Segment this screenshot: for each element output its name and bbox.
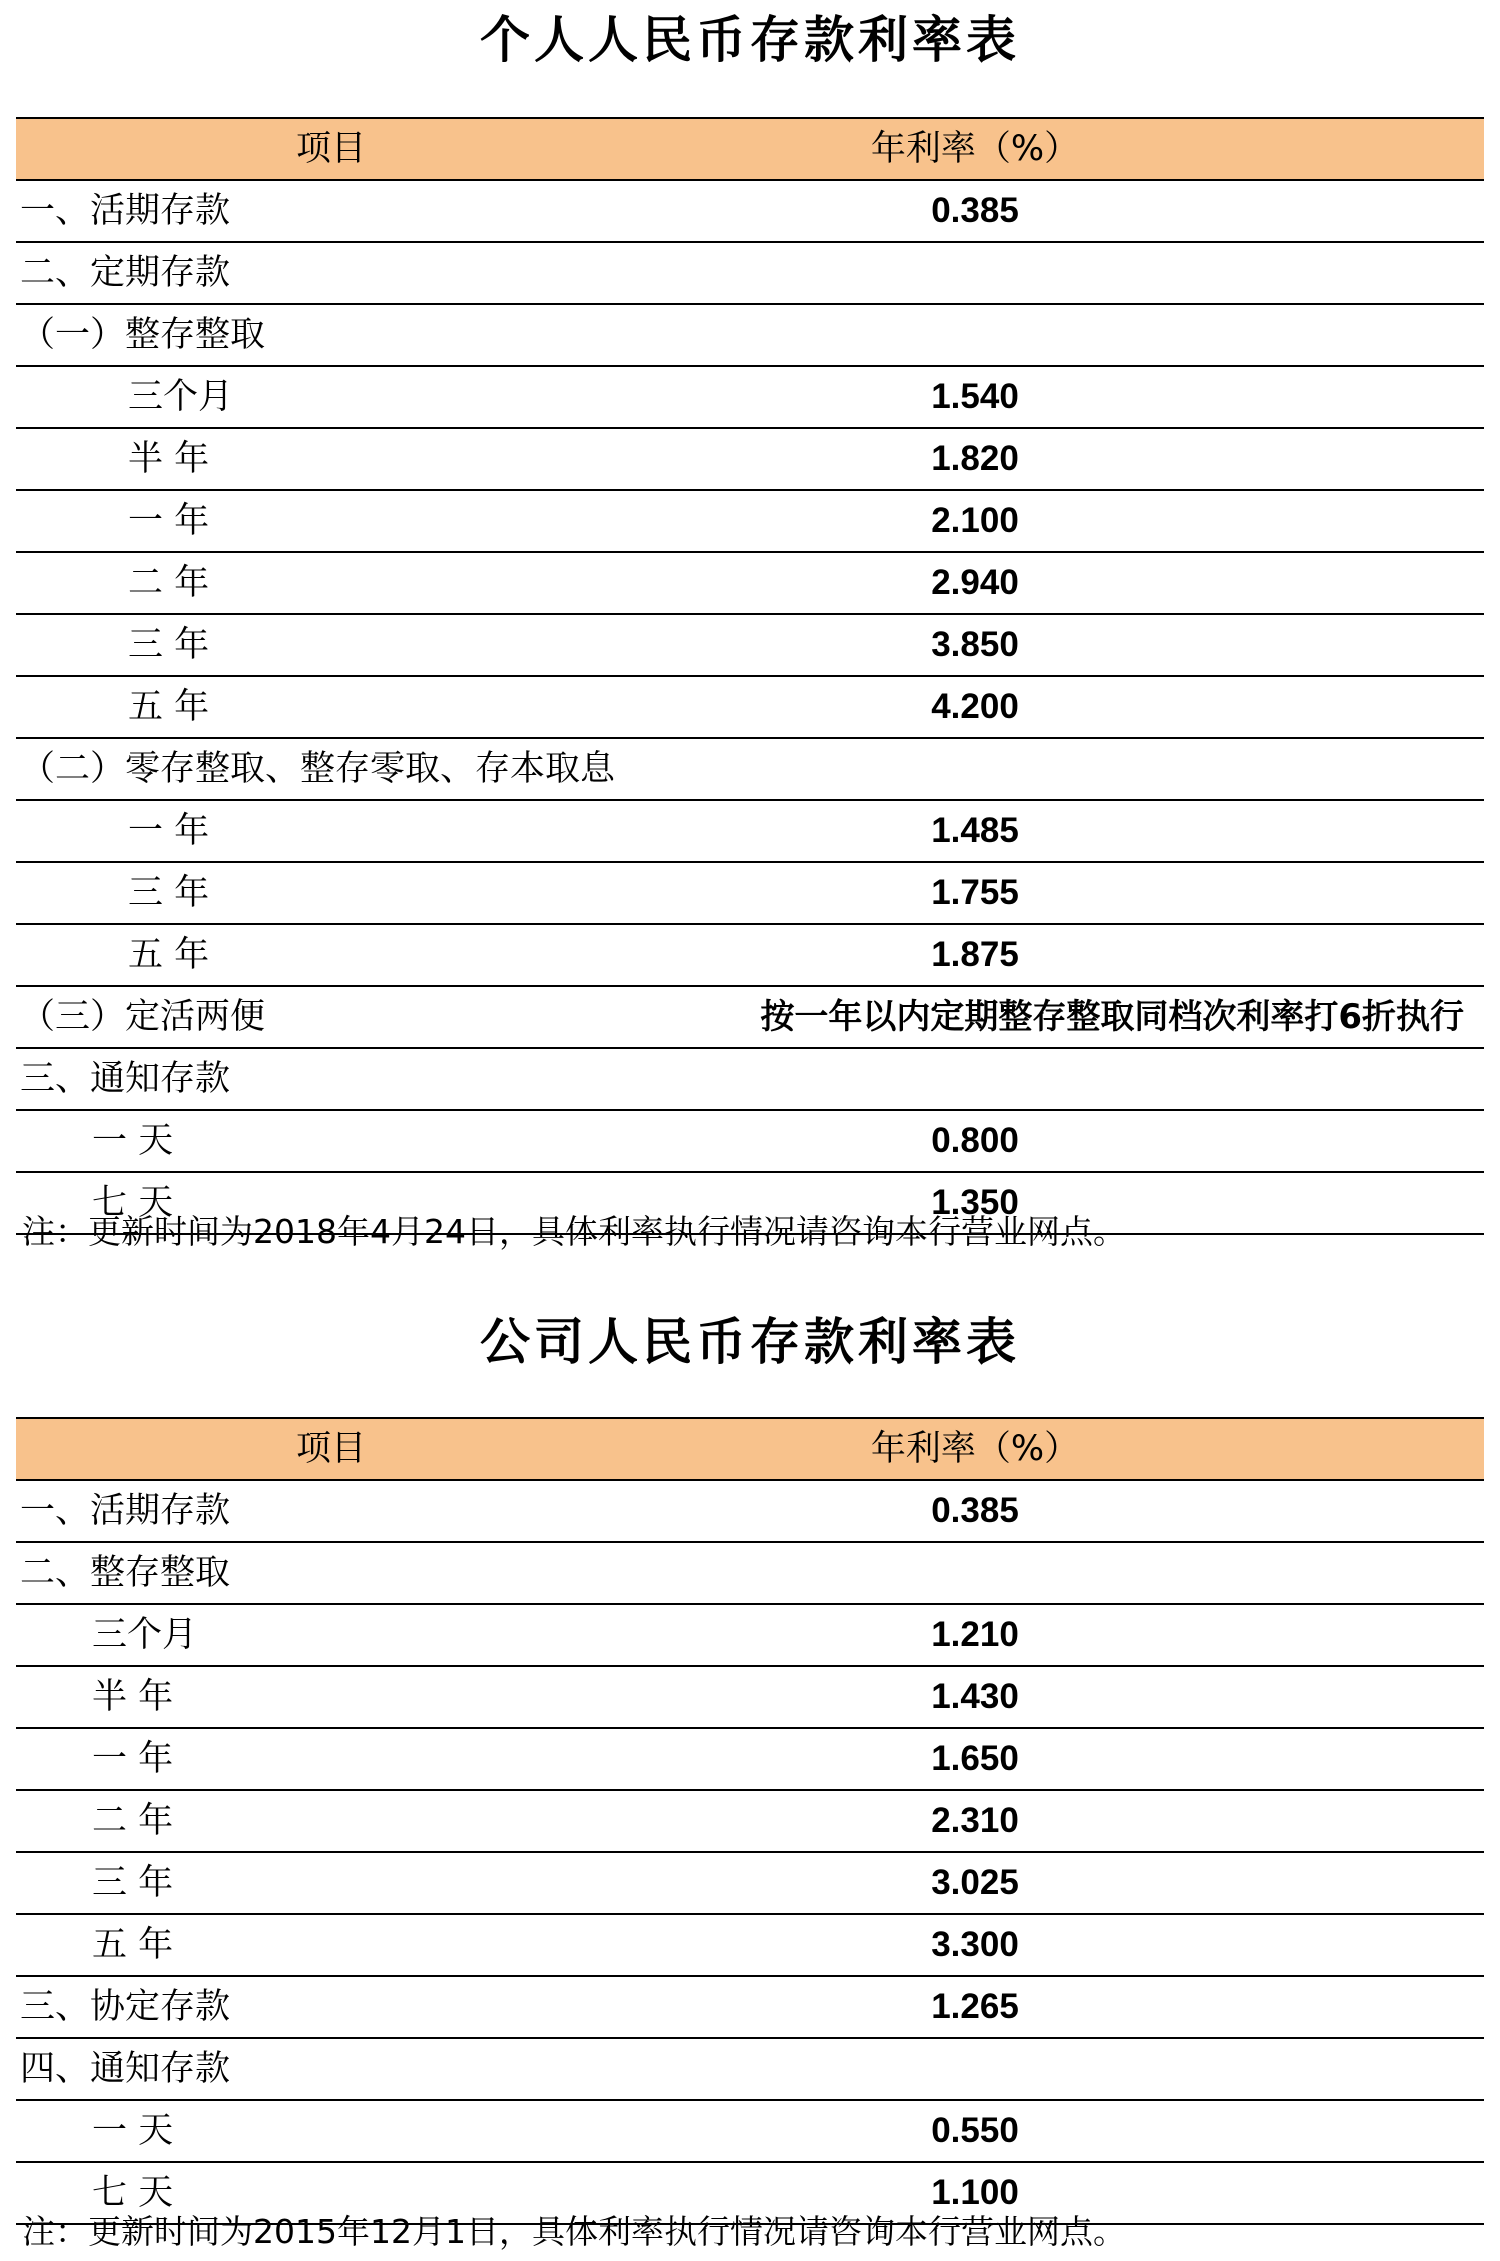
table-row	[16, 180, 1484, 242]
row-item-label: 二、定期存款	[16, 242, 646, 304]
row-rate-value: 1.210	[646, 1604, 1484, 1666]
corporate-table-title: 公司人民币存款利率表	[480, 1313, 1020, 1371]
row-rate-value: 4.200	[646, 676, 1484, 738]
row-item-label: 三个月	[16, 1604, 646, 1666]
row-rate-value: 3.850	[646, 614, 1484, 676]
row-item-label: 七 天	[16, 2162, 646, 2224]
row-rate-value: 1.100	[646, 2162, 1484, 2224]
personal-update-note: 注：更新时间为2018年4月24日，具体利率执行情况请咨询本行营业网点。	[22, 1212, 1126, 1251]
row-item-label: 一 年	[16, 490, 646, 552]
table-row	[16, 490, 1484, 552]
row-item-label: 二 年	[16, 1790, 646, 1852]
row-item-label: 半 年	[16, 428, 646, 490]
row-item-label: 五 年	[16, 676, 646, 738]
table-row	[16, 738, 1484, 800]
row-item-label: （二）零存整取、整存零取、存本取息	[16, 738, 646, 800]
corporate-rate-table	[16, 1417, 1484, 2225]
row-rate-value: 0.385	[646, 180, 1484, 242]
row-item-label: 半 年	[16, 1666, 646, 1728]
row-item-label: 七 天	[16, 1172, 646, 1234]
table-row	[16, 986, 1484, 1048]
row-rate-value: 0.800	[646, 1110, 1484, 1172]
personal-rate-table	[16, 117, 1484, 1235]
table-row	[16, 2038, 1484, 2100]
row-rate-value	[646, 242, 1484, 304]
row-rate-value: 2.100	[646, 490, 1484, 552]
row-rate-value: 1.650	[646, 1728, 1484, 1790]
table-row	[16, 1728, 1484, 1790]
table-row	[16, 1604, 1484, 1666]
row-item-label: 一、活期存款	[16, 180, 646, 242]
table-header-row	[16, 1418, 1484, 1480]
row-rate-value: 1.755	[646, 862, 1484, 924]
table-row	[16, 1790, 1484, 1852]
table-row	[16, 1852, 1484, 1914]
row-item-label: 一 天	[16, 1110, 646, 1172]
header-rate: 年利率（%）	[646, 118, 1484, 180]
row-item-label: 一 天	[16, 2100, 646, 2162]
table-row	[16, 1480, 1484, 1542]
table-row	[16, 862, 1484, 924]
row-item-label: （一）整存整取	[16, 304, 646, 366]
row-item-label: 二、整存整取	[16, 1542, 646, 1604]
table-row	[16, 428, 1484, 490]
row-item-label: 四、通知存款	[16, 2038, 646, 2100]
row-rate-value: 1.485	[646, 800, 1484, 862]
table-row	[16, 1542, 1484, 1604]
row-rate-value: 1.820	[646, 428, 1484, 490]
row-rate-value: 1.350	[646, 1172, 1484, 1234]
header-rate: 年利率（%）	[646, 1418, 1484, 1480]
table-row	[16, 614, 1484, 676]
row-item-label: 五 年	[16, 924, 646, 986]
row-item-label: 三、协定存款	[16, 1976, 646, 2038]
table-row	[16, 1048, 1484, 1110]
row-item-label: 三、通知存款	[16, 1048, 646, 1110]
header-item: 项目	[16, 1418, 646, 1480]
row-item-label: 二 年	[16, 552, 646, 614]
row-item-label: 三 年	[16, 614, 646, 676]
row-item-label: 三 年	[16, 1852, 646, 1914]
row-item-label: 三 年	[16, 862, 646, 924]
table-row	[16, 242, 1484, 304]
table-row	[16, 924, 1484, 986]
row-item-label: 一 年	[16, 800, 646, 862]
table-row	[16, 800, 1484, 862]
row-rate-value	[646, 738, 1484, 800]
row-item-label: （三）定活两便	[16, 986, 646, 1048]
table-row	[16, 1914, 1484, 1976]
table-row	[16, 366, 1484, 428]
row-rate-value: 2.310	[646, 1790, 1484, 1852]
row-rate-value: 1.430	[646, 1666, 1484, 1728]
row-rate-value	[646, 1542, 1484, 1604]
row-rate-value	[646, 2038, 1484, 2100]
row-rate-value	[646, 304, 1484, 366]
corporate-update-note: 注：更新时间为2015年12月1日，具体利率执行情况请咨询本行营业网点。	[22, 2212, 1126, 2251]
table-header-row	[16, 118, 1484, 180]
row-rate-value: 3.300	[646, 1914, 1484, 1976]
table-row	[16, 1666, 1484, 1728]
table-row	[16, 2100, 1484, 2162]
table-row	[16, 676, 1484, 738]
row-rate-value: 0.550	[646, 2100, 1484, 2162]
row-item-label: 一、活期存款	[16, 1480, 646, 1542]
row-rate-value: 1.540	[646, 366, 1484, 428]
row-rate-value: 0.385	[646, 1480, 1484, 1542]
row-item-label: 三个月	[16, 366, 646, 428]
row-item-label: 五 年	[16, 1914, 646, 1976]
table-row	[16, 1110, 1484, 1172]
row-rate-value: 1.265	[646, 1976, 1484, 2038]
row-rate-value: 2.940	[646, 552, 1484, 614]
row-rate-value: 按一年以内定期整存整取同档次利率打6折执行	[646, 986, 1484, 1048]
row-item-label: 一 年	[16, 1728, 646, 1790]
personal-table-title: 个人人民币存款利率表	[480, 11, 1020, 69]
table-row	[16, 304, 1484, 366]
table-row	[16, 1976, 1484, 2038]
row-rate-value	[646, 1048, 1484, 1110]
row-rate-value: 3.025	[646, 1852, 1484, 1914]
header-item: 项目	[16, 118, 646, 180]
row-rate-value: 1.875	[646, 924, 1484, 986]
table-row	[16, 552, 1484, 614]
